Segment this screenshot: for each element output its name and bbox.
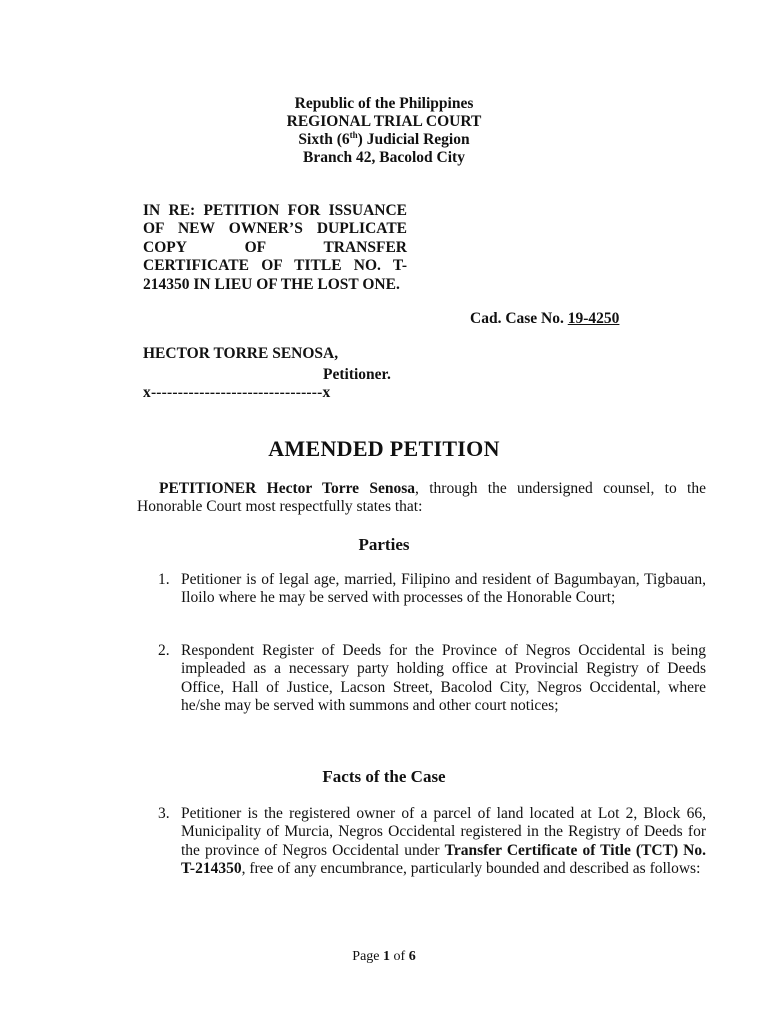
- header-court: REGIONAL TRIAL COURT: [286, 113, 482, 130]
- case-caption: IN RE: PETITION FOR ISSUANCE OF NEW OWNER’S DUPLICATE COPY OF TRANSFER CERTIFICATE OF TITLE NO. T-214350 IN LIEU OF THE LOST ONE.: [143, 202, 407, 293]
- item-number: 2.: [158, 642, 170, 659]
- document-title: AMENDED PETITION: [268, 436, 500, 461]
- page-label: Page: [352, 949, 380, 964]
- item-number: 1.: [158, 571, 170, 588]
- page-footer: [0, 949, 768, 965]
- caption-separator: x--------------------------------x: [143, 384, 331, 401]
- case-number-label: Cad. Case No.: [470, 310, 564, 327]
- list-item: [158, 571, 706, 608]
- party-name: HECTOR TORRE SENOSA,: [143, 345, 339, 362]
- section-heading-parties: Parties: [358, 535, 410, 554]
- header-republic: Republic of the Philippines: [294, 95, 474, 112]
- item-text: Respondent Register of Deeds for the Province of Negros Occidental is being impleaded as a necessary party holding office at Provincial Registry of Deeds Office, Hall of Justice, Lacson Street, Bacolod City, Negros Occidental, where he/she may be served with summons and other court notices;: [181, 642, 706, 715]
- list-item: [158, 805, 706, 879]
- header-branch: Branch 42, Bacolod City: [303, 149, 465, 166]
- item-text: Petitioner is the registered owner of a parcel of land located at Lot 2, Block 66, Municipality of Murcia, Negros Occidental registered in the Registry of Deeds for the province of Negros Occidental under Transfer Certificate of Title (TCT) No. T-214350, free of any encumbrance, particularly bounded and described as follows:: [181, 805, 707, 878]
- page-of-label: of: [393, 949, 406, 964]
- header-region: Sixth (6th) Judicial Region: [298, 129, 470, 148]
- section-heading-facts: Facts of the Case: [322, 767, 446, 786]
- intro-paragraph: PETITIONER Hector Torre Senosa, through the undersigned counsel, to the Honorable Court most respectfully states that:: [137, 480, 706, 516]
- page-total: 6: [408, 949, 416, 964]
- case-number: [470, 310, 619, 328]
- item-text: Petitioner is of legal age, married, Filipino and resident of Bagumbayan, Tigbauan, Iloilo where he may be served with processes of the Honorable Court;: [181, 571, 706, 607]
- court-header: [0, 95, 768, 167]
- page-current: 1: [383, 949, 391, 964]
- item-number: 3.: [158, 805, 170, 822]
- case-number-value: 19-4250: [567, 310, 620, 327]
- list-item: [158, 642, 706, 716]
- party-role: Petitioner.: [323, 366, 391, 383]
